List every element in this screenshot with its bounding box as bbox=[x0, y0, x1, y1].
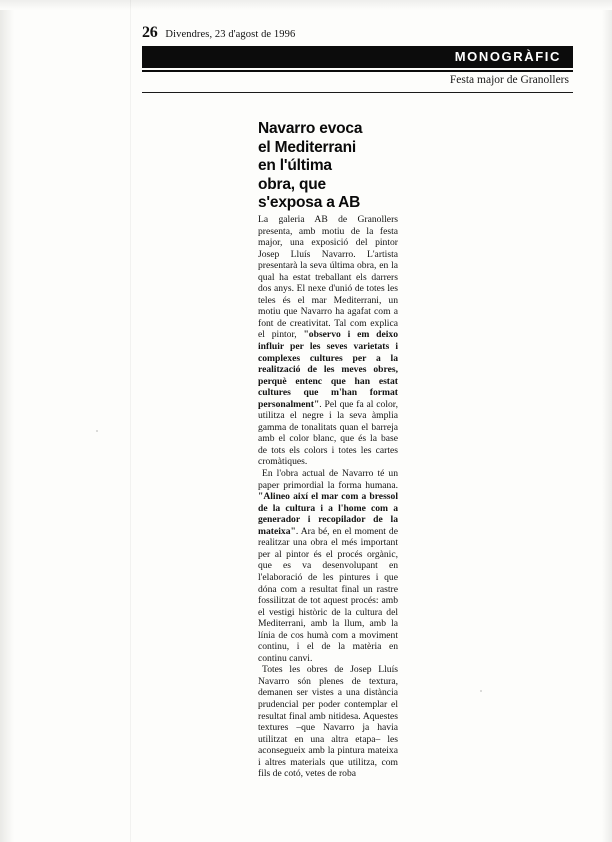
headline-line-1: Navarro evoca bbox=[258, 120, 363, 137]
article-paragraph-2 bbox=[258, 468, 398, 664]
article-body-column bbox=[258, 214, 398, 780]
scan-speck bbox=[96, 430, 98, 432]
paragraph-1-text-b: . Pel que fa al color, utilitza el negre i la seva àmplia gamma de tonalitats quan el barreja amb el color blanc, que és la base de tots els colors i totes les cartes cromàtiques. bbox=[258, 398, 398, 468]
article-paragraph-1 bbox=[258, 214, 398, 468]
paper-edge-right bbox=[602, 0, 612, 842]
subsection-rule bbox=[142, 92, 573, 93]
fold-artifact bbox=[130, 0, 131, 842]
subsection-title: Festa major de Granollers bbox=[449, 74, 569, 86]
paper-edge-top bbox=[0, 0, 612, 10]
article-paragraph-3: Totes les obres de Josep Lluís Navarro són plenes de textura, demanen ser vistes a una distància prudencial per poder contemplar el resultat final amb nitidesa. Aquestes textures –que Navarro ja havia utilitzat en una altra etapa– les aconsegueix amb la pintura mateixa i altres materials que utilitza, com fils de cotó, vetes de roba bbox=[258, 664, 398, 780]
masthead-date: Divendres, 23 d'agost de 1996 bbox=[165, 29, 296, 40]
headline-line-3: en l'última bbox=[258, 157, 332, 174]
section-bar bbox=[142, 46, 573, 68]
paragraph-2-quote: "Alineo així el mar com a bressol de la cultura i a l'home com a generador i recopilador de la mateixa" bbox=[258, 491, 398, 537]
paragraph-2-text-b: . Ara bé, en el moment de realitzar una obra el més important per al pintor és el procés orgànic, que es va desenvolupant en l'elaboració de les pintures i que dóna com a resultat final un rastre fossilitzat de tot aquest procés: amb el vestigi històric de la cultura del Mediterrani, amb la llum, amb la línia de cos humà com a moviment continu, i el de la matèria en continu canvi. bbox=[258, 525, 398, 664]
paragraph-1-text-a: La galeria AB de Granollers presenta, amb motiu de la festa major, una exposició del pintor Josep Lluís Navarro. L'artista presentarà la seva última obra, en la qual ha estat treballant els darrers dos anys. El nexe d'unió de totes les teles és el mar Mediterrani, un motiu que Navarro ha agafat com a font de creativitat. Tal com explica el pintor, bbox=[258, 214, 398, 341]
paper-edge-left bbox=[0, 0, 14, 842]
section-bar-rule bbox=[142, 70, 573, 72]
headline-line-4: obra, que bbox=[258, 175, 326, 193]
paragraph-2-text-a: En l'obra actual de Navarro té un paper primordial la forma humana. bbox=[258, 468, 398, 491]
paragraph-1-quote: "observo i em deixo influir per les seves varietats i complexes cultures per a la realització de les meves obres, perquè entenc que han estat cultures que m'han format personalment" bbox=[258, 329, 398, 410]
headline-line-2: el Mediterrani bbox=[258, 138, 356, 156]
section-label: MONOGRÀFIC bbox=[454, 49, 561, 64]
scan-speck bbox=[480, 690, 482, 692]
headline-line-5: s'exposa a AB bbox=[258, 194, 361, 211]
page-number: 26 bbox=[142, 24, 158, 41]
article-headline bbox=[258, 120, 408, 213]
masthead bbox=[142, 24, 572, 42]
